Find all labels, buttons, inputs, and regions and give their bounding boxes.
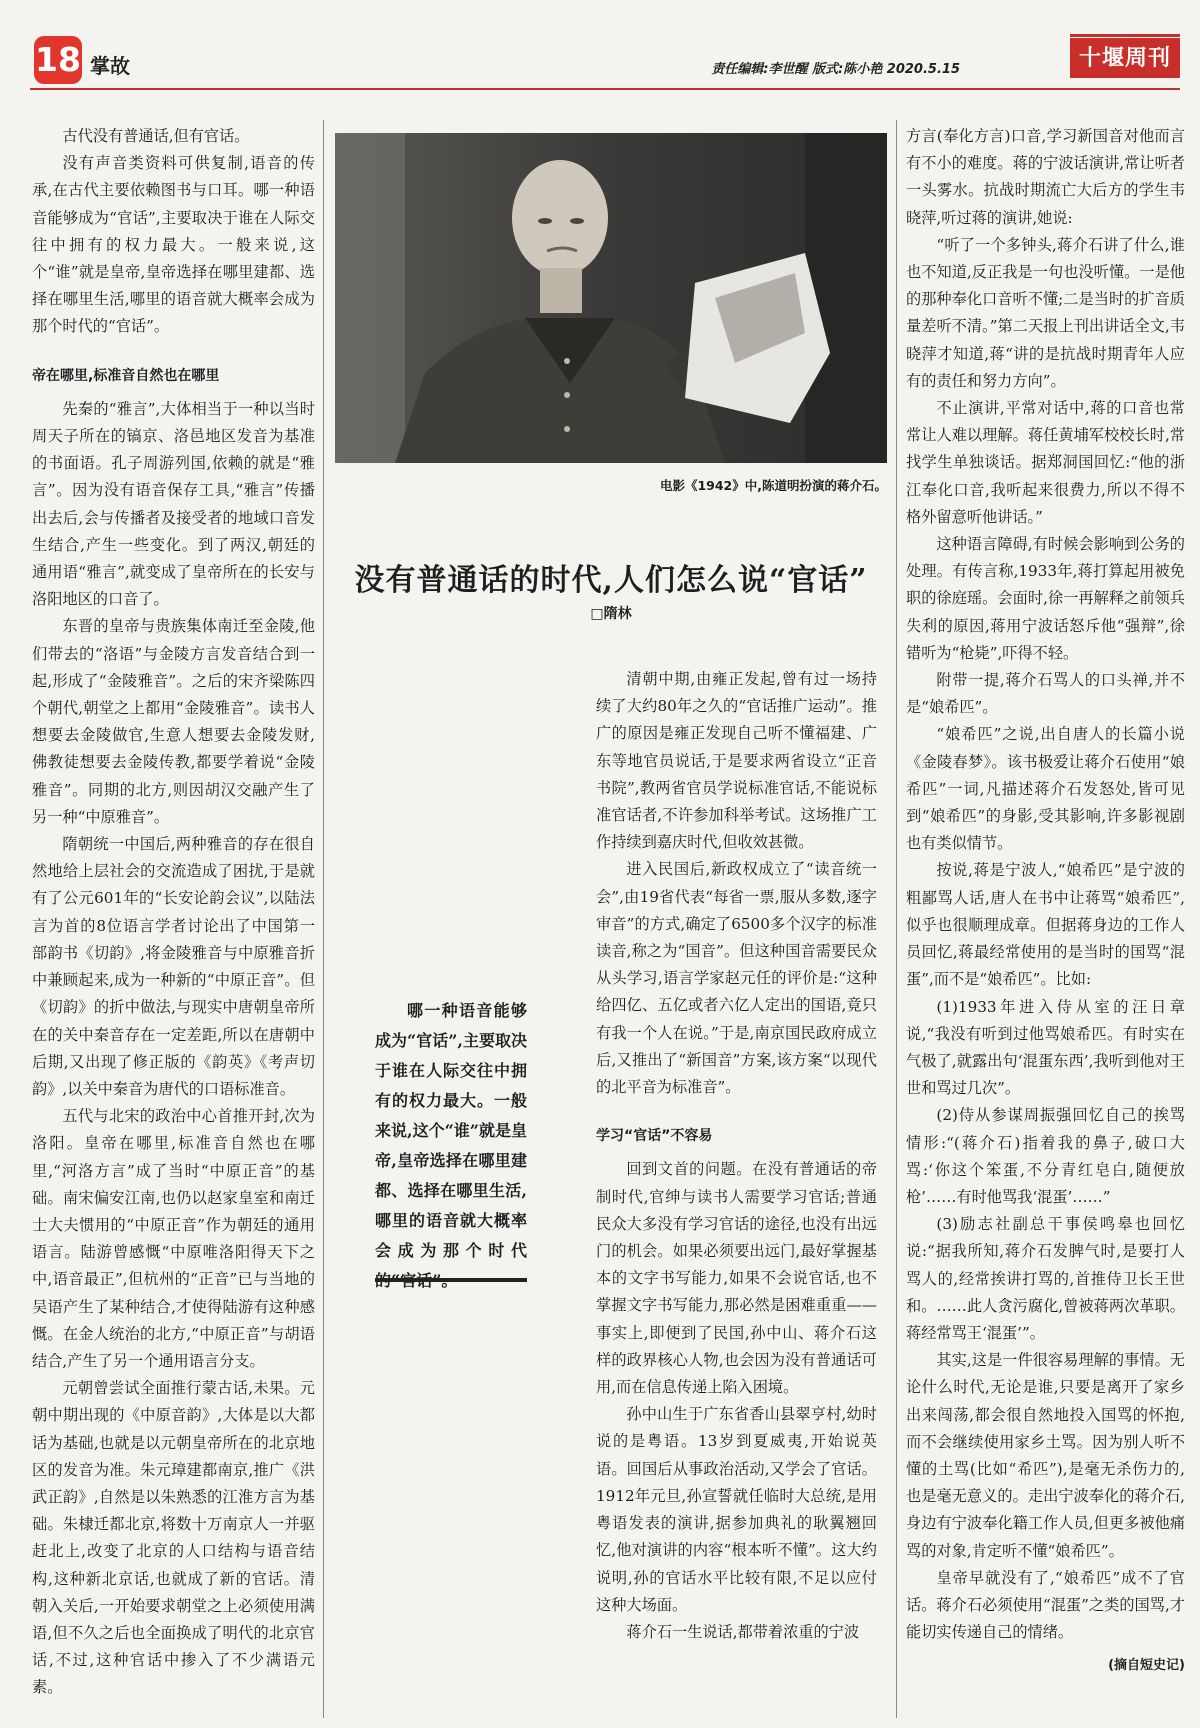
paragraph: 五代与北宋的政治中心首推开封,次为洛阳。皇帝在哪里,标准音自然也在哪里,“河洛方言”成了当时“中原正音”的基础。南宋偏安江南,也仍以赵家皇室和南迁士大夫惯用的“中原正音”作为朝廷的通用语言。陆游曾感慨“中原唯洛阳得天下之中,语音最正”,但杭州的“正音”已与当地的吴语产生了某种结合,才使得陆游有这种感慨。在金人统治的北方,“中原正音”与胡语结合,产生了另一个通用语言分支。: [32, 1107, 315, 1370]
editor-credits: 责任编辑:李世醒 版式:陈小艳 2020.5.15: [711, 62, 960, 77]
paragraph: 其实,这是一件很容易理解的事情。无论什么时代,无论是谁,只要是离开了家乡出来闯荡,都会很自然地投入国骂的怀抱,而不会继续使用家乡土骂。因为别人听不懂的土骂(比如“希匹”),是毫无杀伤力的,也是毫无意义的。走出宁波奉化的蒋介石,身边有宁波奉化籍工作人员,但更多被他痛骂的对象,肯定听不懂“娘希匹”。: [906, 1351, 1185, 1560]
paragraph: “听了一个多钟头,蒋介石讲了什么,谁也不知道,反正我是一句也没听懂。一是他的那种奉化口音听不懂;二是当时的扩音质量差听不清。”第二天报上刊出讲话全文,韦晓萍才知道,蒋“讲的是抗战时期青年人应有的责任和努力方向”。: [906, 235, 1185, 390]
subheading: 学习“官话”不容易: [596, 1128, 713, 1145]
subheading: 帝在哪里,标准音自然也在哪里: [32, 367, 220, 384]
column-1: [32, 123, 315, 1702]
source-note: (摘自短史记): [1108, 1658, 1185, 1674]
paragraph: 没有声音类资料可供复制,语音的传承,在古代主要依赖图书与口耳。哪一种语音能够成为“官话”,主要取决于谁在人际交往中拥有的权力最大。一般来说,这个“谁”就是皇帝,皇帝选择在哪里建都、选择在哪里生活,哪里的语音就大概率会成为那个时代的“官话”。: [32, 154, 315, 336]
paragraph: 清朝中期,由雍正发起,曾有过一场持续了大约80年之久的“官话推广运动”。推广的原因是雍正发现自己听不懂福建、广东等地官员说话,于是要求两省设立“正音书院”,教两省官员学说标准官话,不能说标准官话者,不许参加科举考试。这场推广工作持续到嘉庆时代,但收效甚微。: [596, 670, 877, 852]
paragraph: 不止演讲,平常对话中,蒋的口音也常常让人难以理解。蒋任黄埔军校校长时,常找学生单独谈话。据郑洞国回忆:“他的浙江奉化口音,我听起来很费力,所以不得不格外留意听他讲话。”: [906, 399, 1185, 526]
column-2: [596, 666, 877, 1646]
byline: □隋林: [590, 606, 632, 622]
article-headline: 没有普通话的时代,人们怎么说“官话”: [354, 563, 868, 598]
header-rule: [30, 88, 1180, 90]
paragraph: 蒋介石一生说话,都带着浓重的宁波: [626, 1622, 860, 1641]
paragraph: “娘希匹”之说,出自唐人的长篇小说《金陵春梦》。该书极爱让蒋介石使用“娘希匹”一词,凡描述蒋介石发怒处,皆可见到“娘希匹”的身影,受其影响,许多影视剧也有类似情节。: [906, 725, 1185, 853]
paragraph: (3)励志社副总干事侯鸣皋也回忆说:“据我所知,蒋介石发脾气时,是要打人骂人的,经常挨讲打骂的,首推侍卫长王世和。……此人贪污腐化,曾被蒋两次革职。蒋经常骂王‘混蛋’”。: [906, 1215, 1185, 1342]
pull-quote-rule: [375, 1278, 527, 1282]
pull-quote-text: 哪一种语音能够成为“官话”,主要取决于谁在人际交往中拥有的权力最大。一般来说,这个“谁”就是皇帝,皇帝选择在哪里建都、选择在哪里生活,哪里的语音就大概率会成为那个时代: [375, 1001, 527, 1260]
portrait-illustration: [335, 133, 887, 463]
photo-caption: 电影《1942》中,陈道明扮演的蒋介石。: [659, 478, 887, 493]
paragraph: (1)1933年进入侍从室的汪日章说,“我没有听到过他骂娘希匹。有时实在气极了,就露出句‘混蛋东西’,我听到他对王世和骂过几次”。: [906, 997, 1185, 1098]
paragraph: (2)侍从参谋周振强回忆自己的挨骂情形:“(蒋介石)指着我的鼻子,破口大骂:‘你这个笨蛋,不分青红皂白,随便放枪’……有时他骂我‘混蛋’……”: [906, 1106, 1185, 1206]
page-number: 18: [34, 36, 82, 84]
pull-quote: [375, 996, 527, 1296]
section-title: 掌故: [90, 54, 130, 78]
paragraph: 隋朝统一中国后,两种雅音的存在很自然地给上层社会的交流造成了困扰,于是就有了公元601年的“长安论韵会议”,以陆法言为首的8位语言学者讨论出了中国第一部韵书《切韵》,将金陵雅音与中原雅音折中兼顾起来,成为一种新的“中原正音”。但《切韵》的折中做法,与现实中唐朝皇帝所在的关中秦音存在一定差距,所以在唐朝中后期,又出现了修正版的《韵英》《考声切韵》,以关中秦音为唐代的口语标准音。: [32, 835, 315, 1098]
paragraph: 方言(奉化方言)口音,学习新国音对他而言有不小的难度。蒋的宁波话演讲,常让听者一头雾水。抗战时期流亡大后方的学生韦晓萍,听过蒋的演讲,她说:: [906, 127, 1185, 227]
paragraph: 东晋的皇帝与贵族集体南迁至金陵,他们带去的“洛语”与金陵方言发音结合到一起,形成了“金陵雅音”。之后的宋齐梁陈四个朝代,朝堂之上都用“金陵雅音”。读书人想要去金陵做官,生意人想要去金陵发财,佛教徒想要去金陵传教,都要学着说“金陵雅音”。同期的北方,则因胡汉交融产生了另一种“中原雅音”。: [32, 617, 315, 826]
paragraph: 进入民国后,新政权成立了“读音统一会”,由19省代表“每省一票,服从多数,逐字审音”的方式,确定了6500多个汉字的标准读音,称之为“国音”。但这种国音需要民众从头学习,语言学家赵元任的评价是:“这种给四亿、五亿或者六亿人定出的国语,竟只有我一个人在说。”于是,南京国民政府成立后,又推出了“新国音”方案,该方案“以现代的北平音为标准音”。: [596, 860, 877, 1097]
paragraph: 孙中山生于广东省香山县翠亨村,幼时说的是粤语。13岁到夏威夷,开始说英语。回国后从事政治活动,又学会了官话。1912年元旦,孙宣誓就任临时大总统,是用粤语发表的演讲,据参加典礼的耿翼翘回忆,他对演讲的内容“根本听不懂”。这大约说明,孙的官话水平比较有限,不足以应付这种大场面。: [596, 1405, 877, 1614]
paragraph: 按说,蒋是宁波人,“娘希匹”是宁波的粗鄙骂人话,唐人在书中让蒋骂“娘希匹”,似乎也很顺理成章。但据蒋身边的工作人员回忆,蒋最经常使用的是当时的国骂“混蛋”,而不是“娘希匹”。比如:: [906, 861, 1185, 989]
column-3: [906, 123, 1185, 1680]
column-divider: [896, 120, 897, 1718]
column-divider: [323, 120, 324, 1718]
paragraph: 先秦的“雅言”,大体相当于一种以当时周天子所在的镐京、洛邑地区发音为基准的书面语。孔子周游列国,依赖的就是“雅言”。因为没有语音保存工具,“雅言”传播出去后,会与传播者及接受者的地域口音发生结合,产生一些变化。到了两汉,朝廷的通用语“雅言”,就变成了皇帝所在的长安与洛阳地区的口音了。: [32, 399, 315, 609]
film-still-photo: [335, 133, 887, 463]
paragraph: 古代没有普通话,但有官话。: [62, 127, 250, 145]
paragraph: 元朝曾尝试全面推行蒙古话,未果。元朝中期出现的《中原音韵》,大体是以大都话为基础,也就是以元朝皇帝所在的北京地区的发音为准。朱元璋建都南京,推广《洪武正韵》,自然是以朱熟悉的江淮方言为基础。朱棣迁都北京,将数十万南京人一并驱赶北上,改变了北京的人口结构与语音结构,这种新北京话,也就成了新的官话。清朝入关后,一开始要求朝堂之上必须使用满语,但不久之后也全面换成了明代的北京官话,不过,这种官话中掺入了不少满语元素。: [32, 1379, 315, 1697]
paragraph: 回到文首的问题。在没有普通话的帝制时代,官绅与读书人需要学习官话;普通民众大多没有学习官话的途径,也没有出远门的机会。如果必须要出远门,最好掌握基本的文字书写能力,如果不会说官话,也不掌握文字书写能力,那必然是困难重重——事实上,即便到了民国,孙中山、蒋介石这样的政界核心人物,也会因为没有普通话可用,而在信息传递上陷入困境。: [596, 1160, 877, 1397]
paragraph: 附带一提,蒋介石骂人的口头禅,并不是“娘希匹”。: [906, 671, 1185, 717]
paragraph: 皇帝早就没有了,“娘希匹”成不了官话。蒋介石必须使用“混蛋”之类的国骂,才能切实传递自己的情绪。: [906, 1568, 1185, 1642]
brand-logo: 十堰周刊: [1070, 38, 1180, 78]
brand-top-bar: [1070, 34, 1180, 37]
paragraph: 这种语言障碍,有时候会影响到公务的处理。有传言称,1933年,蒋打算起用被免职的徐庭瑶。会面时,徐一再解释之前领兵失利的原因,蒋用宁波话怒斥他“强辩”,徐错听为“枪毙”,吓得不轻。: [906, 535, 1185, 662]
